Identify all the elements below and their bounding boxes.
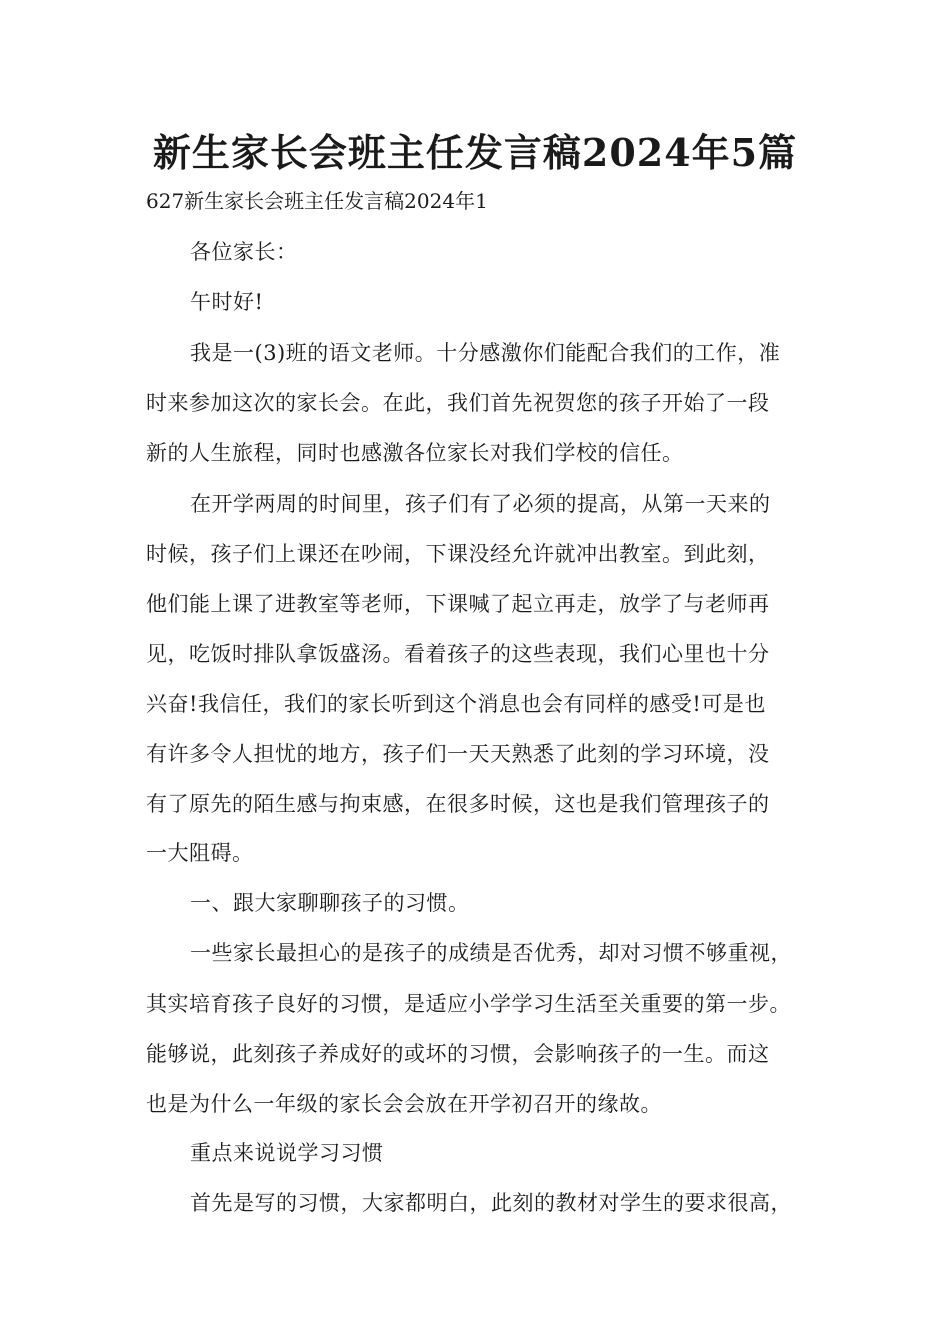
paragraph-line: 在开学两周的时间里，孩子们有了必须的提高，从第一天来的: [190, 492, 771, 516]
paragraph-line: 一些家长最担心的是孩子的成绩是否优秀，却对习惯不够重视，: [190, 941, 792, 965]
paragraph-line: 见，吃饭时排队拿饭盛汤。看着孩子的这些表现，我们心里也十分: [146, 642, 770, 666]
paragraph-line: 新的人生旅程，同时也感激各位家长对我们学校的信任。: [146, 441, 684, 465]
greeting: 午时好!: [190, 290, 264, 314]
salutation: 各位家长：: [190, 240, 298, 264]
subsection-heading: 重点来说说学习习惯: [190, 1141, 384, 1165]
paragraph-line: 兴奋!我信任，我们的家长听到这个消息也会有同样的感受!可是也: [146, 692, 766, 716]
paragraph-line: 首先是写的习惯，大家都明白，此刻的教材对学生的要求很高，: [190, 1191, 792, 1215]
section-heading: 一、跟大家聊聊孩子的习惯。: [190, 891, 470, 915]
document-subtitle: 627新生家长会班主任发言稿2024年1: [146, 189, 488, 213]
paragraph-line: 他们能上课了进教室等老师，下课喊了起立再走，放学了与老师再: [146, 592, 770, 616]
paragraph-line: 时候，孩子们上课还在吵闹，下课没经允许就冲出教室。到此刻，: [146, 542, 770, 566]
paragraph-line: 有了原先的陌生感与拘束感，在很多时候，这也是我们管理孩子的: [146, 792, 770, 816]
paragraph-line: 其实培育孩子良好的习惯，是适应小学学习生活至关重要的第一步。: [146, 992, 791, 1016]
paragraph-line: 能够说，此刻孩子养成好的或坏的习惯，会影响孩子的一生。而这: [146, 1042, 770, 1066]
paragraph-line: 时来参加这次的家长会。在此，我们首先祝贺您的孩子开始了一段: [146, 391, 770, 415]
document-title: 新生家长会班主任发言稿2024年5篇: [152, 130, 798, 175]
paragraph-line: 也是为什么一年级的家长会会放在开学初召开的缘故。: [146, 1092, 662, 1116]
paragraph-line: 一大阻碍。: [146, 841, 254, 865]
paragraph-line: 我是一(3)班的语文老师。十分感激你们能配合我们的工作，准: [190, 341, 781, 365]
paragraph-line: 有许多令人担忧的地方，孩子们一天天熟悉了此刻的学习环境，没: [146, 742, 770, 766]
